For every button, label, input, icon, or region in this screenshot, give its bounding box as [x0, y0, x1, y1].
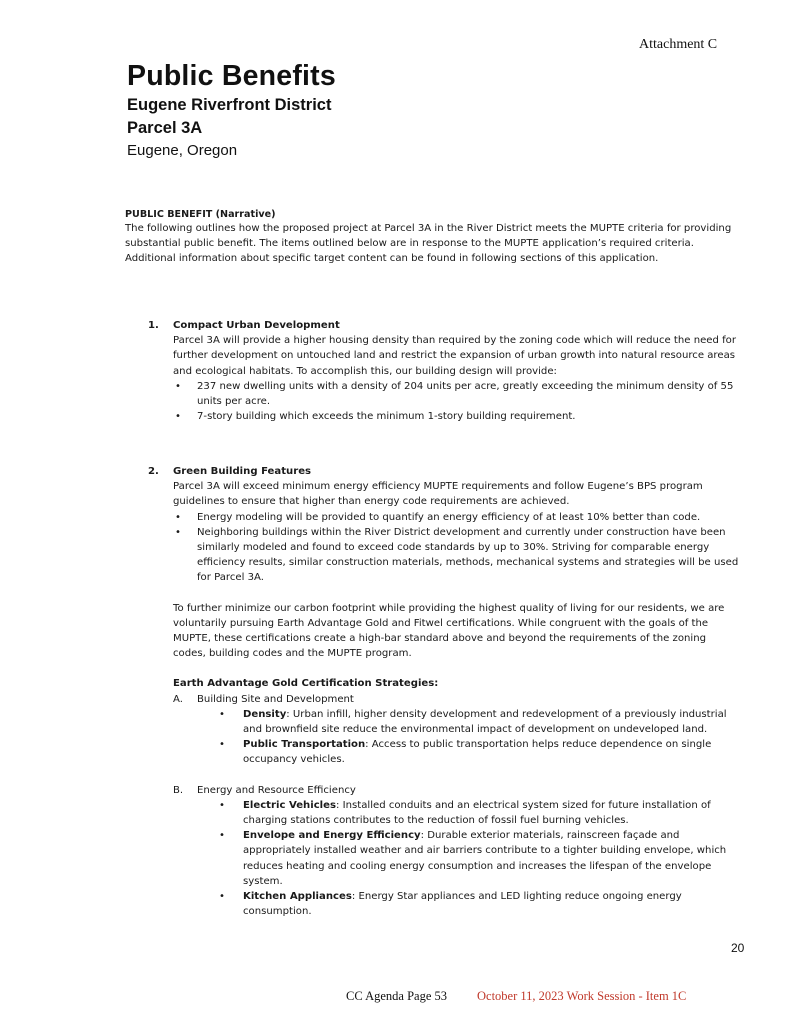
group-b-items [219, 798, 740, 920]
list-item: • 7-story building which exceeds the minimum 1-story building requirement. [173, 409, 740, 424]
item-desc: : Access to public transportation helps reduce dependence on single occupancy vehicles. [243, 739, 712, 766]
section-1-bullets [173, 379, 740, 425]
group-a-header [173, 692, 740, 707]
section-1-number: 1. [148, 320, 159, 331]
section-2-bullets [173, 510, 740, 586]
section-green-building-features [148, 464, 740, 919]
section-2-header [148, 464, 740, 479]
item-term: Density [243, 708, 287, 720]
section-2-body [173, 479, 740, 919]
list-item [219, 828, 740, 889]
list-item [219, 889, 740, 919]
list-item: • Energy modeling will be provided to quantify an energy efficiency of at least 10% better than code. [173, 510, 740, 525]
strategies-heading: Earth Advantage Gold Certification Strategies: [173, 678, 439, 690]
group-a-letter: A. [173, 693, 183, 705]
group-b-letter: B. [173, 784, 184, 796]
group-a-title: Building Site and Development [197, 693, 354, 705]
section-compact-urban-development [148, 318, 740, 424]
location-text: Eugene, Oregon [127, 142, 238, 159]
agenda-page-label: CC Agenda Page 53 [346, 989, 448, 1003]
item-term: Electric Vehicles [243, 799, 336, 811]
page-number: 20 [731, 941, 745, 955]
work-session-label: October 11, 2023 Work Session - Item 1C [477, 989, 687, 1003]
section-2-text: Parcel 3A will exceed minimum energy efficiency MUPTE requirements and follow Eugene’s BPS program guidelines to ensure that higher than energy code requirements are achieved. [173, 481, 703, 508]
item-term: Envelope and Energy Efficiency [243, 830, 421, 842]
section-1-header [148, 318, 740, 333]
item-desc: : Durable exterior materials, rainscreen façade and appropriately installed weather and air barriers contribute to a tighter building envelope, which reduces heating and cooling energy consumption and increases the lifespan of the envelope system. [243, 830, 727, 887]
list-item [219, 707, 740, 737]
district-subtitle: Eugene Riverfront District [127, 96, 332, 114]
public-benefit-heading: PUBLIC BENEFIT (Narrative) [125, 209, 276, 220]
group-a-items [219, 707, 740, 768]
list-item: • 237 new dwelling units with a density of 204 units per acre, greatly exceeding the minimum density of 55 units per acre. [173, 379, 740, 409]
section-1-body [173, 333, 740, 424]
item-desc: : Energy Star appliances and LED lighting reduce ongoing energy consumption. [243, 891, 682, 918]
section-2-text-2: To further minimize our carbon footprint while providing the highest quality of living for our residents, we are voluntarily pursuing Earth Advantage Gold and Fitwel certifications. While congruent with the goals of the MUPTE, these certifications create a high-bar standard above and beyond the requirements of the zoning codes, building codes and the MUPTE program. [173, 602, 725, 660]
section-1-title: Compact Urban Development [173, 320, 340, 331]
section-2-number: 2. [148, 466, 159, 477]
section-1-text: Parcel 3A will provide a higher housing density than required by the zoning code which will reduce the need for further development on untouched land and restrict the expansion of urban growth into natural resource areas and ecological habitats. To accomplish this, our building design will provide: [173, 335, 737, 377]
intro-text: The following outlines how the proposed project at Parcel 3A in the River District meets the MUPTE criteria for providing substantial public benefit. The items outlined below are in response to the MUPTE application’s required criteria. Additional information about specific target content can be found in following sections of this application. [125, 223, 732, 265]
group-b-header [173, 783, 740, 798]
attachment-label: Attachment C [639, 37, 718, 52]
item-term: Kitchen Appliances [243, 891, 352, 903]
list-item [219, 737, 740, 767]
page-title: Public Benefits [127, 60, 336, 92]
list-item [219, 798, 740, 828]
item-desc: : Installed conduits and an electrical system sized for future installation of charging stations contributes to the reduction of fossil fuel burning vehicles. [243, 799, 711, 827]
item-desc: : Urban infill, higher density development and redevelopment of a previously industrial and brownfield site reduce the environmental impact of development on undeveloped land. [243, 708, 727, 736]
item-term: Public Transportation [243, 739, 366, 751]
list-item: • Neighboring buildings within the River District development and currently under construction have been similarly modeled and found to exceed code standards by up to 30%. Striving for comparable energy efficiency results, similar construction materials, methods, mechanical systems and strategies will be used for Parcel 3A. [173, 525, 740, 586]
parcel-subtitle: Parcel 3A [127, 119, 203, 137]
section-2-title: Green Building Features [173, 466, 312, 477]
group-b-title: Energy and Resource Efficiency [197, 784, 356, 796]
intro-paragraph [125, 221, 740, 267]
